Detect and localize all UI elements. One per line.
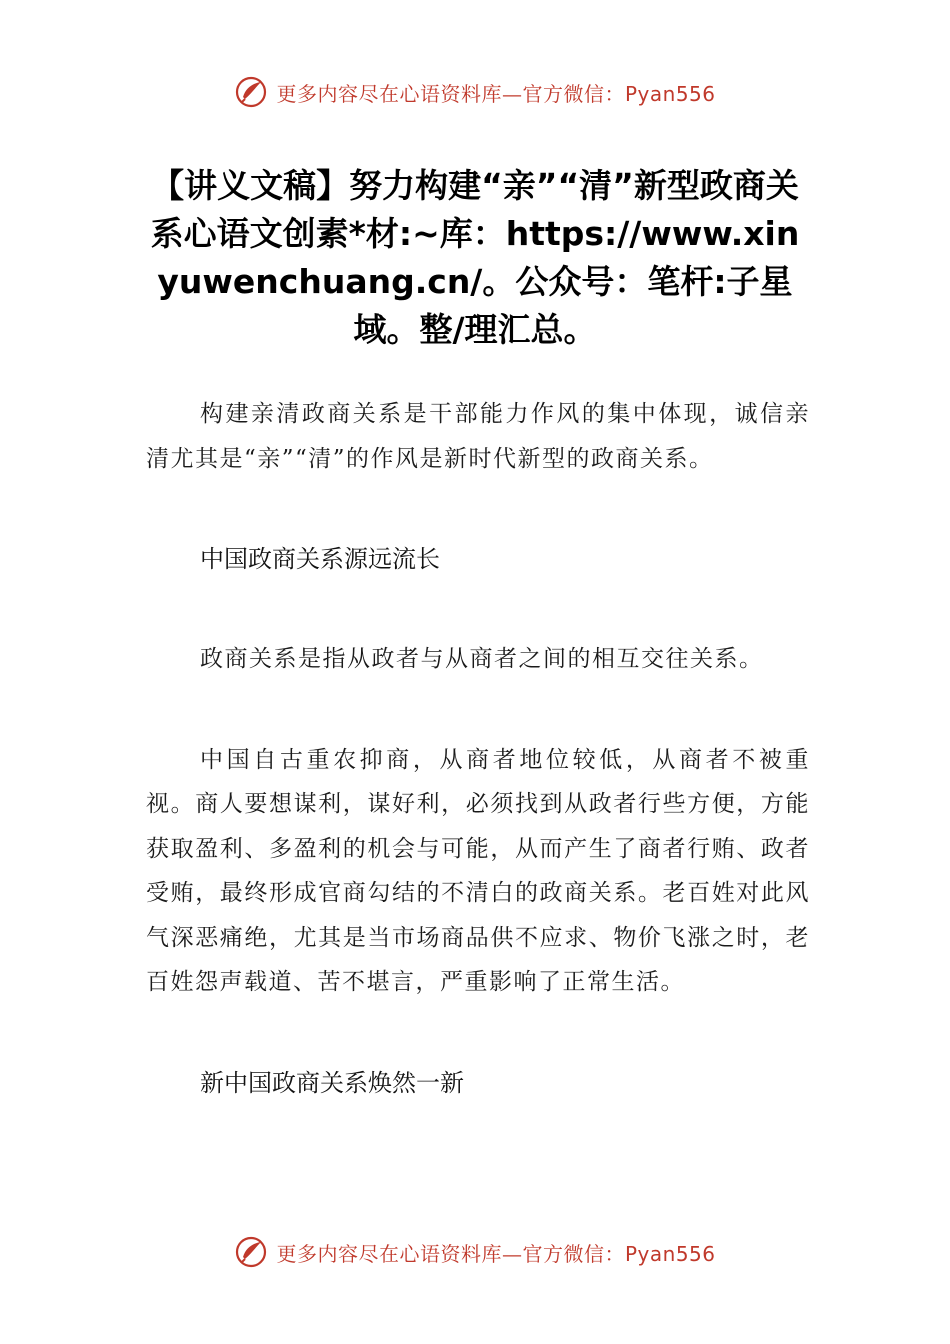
document-body bbox=[146, 392, 810, 1105]
header-banner bbox=[0, 72, 950, 112]
section-heading-2: 新中国政商关系焕然一新 bbox=[200, 1068, 464, 1097]
section-heading-1: 中国政商关系源远流长 bbox=[200, 545, 440, 573]
footer-banner bbox=[0, 1232, 950, 1272]
paragraph-history: 中国自古重农抑商，从商者地位较低，从商者不被重视。商人要想谋利，谋好利，必须找到从政者行些方便，方能获取盈利、多盈利的机会与可能，从而产生了商者行贿、政者受贿，最终形成官商勾结的不清白的政商关系。老百姓对此风气深恶痛绝，尤其是当市场商品供不应求、物价飞涨之时，老百姓怨声载道、苦不堪言，严重影响了正常生活。 bbox=[146, 746, 810, 995]
header-banner-text: 更多内容尽在心语资料库—官方微信：Pyan556 bbox=[276, 81, 716, 106]
brand-logo-icon bbox=[234, 75, 268, 109]
paragraph-definition: 政商关系是指从政者与从商者之间的相互交往关系。 bbox=[200, 646, 764, 672]
brand-logo-icon bbox=[234, 1235, 268, 1269]
document-title: 【讲义文稿】努力构建“亲”“清”新型政商关系心语文创素*材:~库：https://www.xinyuwenchuang.cn/。公众号：笔杆:子星域。整/理汇总。 bbox=[150, 166, 800, 349]
paragraph-intro: 构建亲清政商关系是干部能力作风的集中体现，诚信亲清尤其是“亲”“清”的作风是新时代新型的政商关系。 bbox=[146, 401, 810, 472]
footer-banner-text: 更多内容尽在心语资料库—官方微信：Pyan556 bbox=[276, 1241, 716, 1266]
wechat-id: Pyan556 bbox=[624, 1241, 716, 1266]
wechat-id: Pyan556 bbox=[624, 81, 716, 106]
